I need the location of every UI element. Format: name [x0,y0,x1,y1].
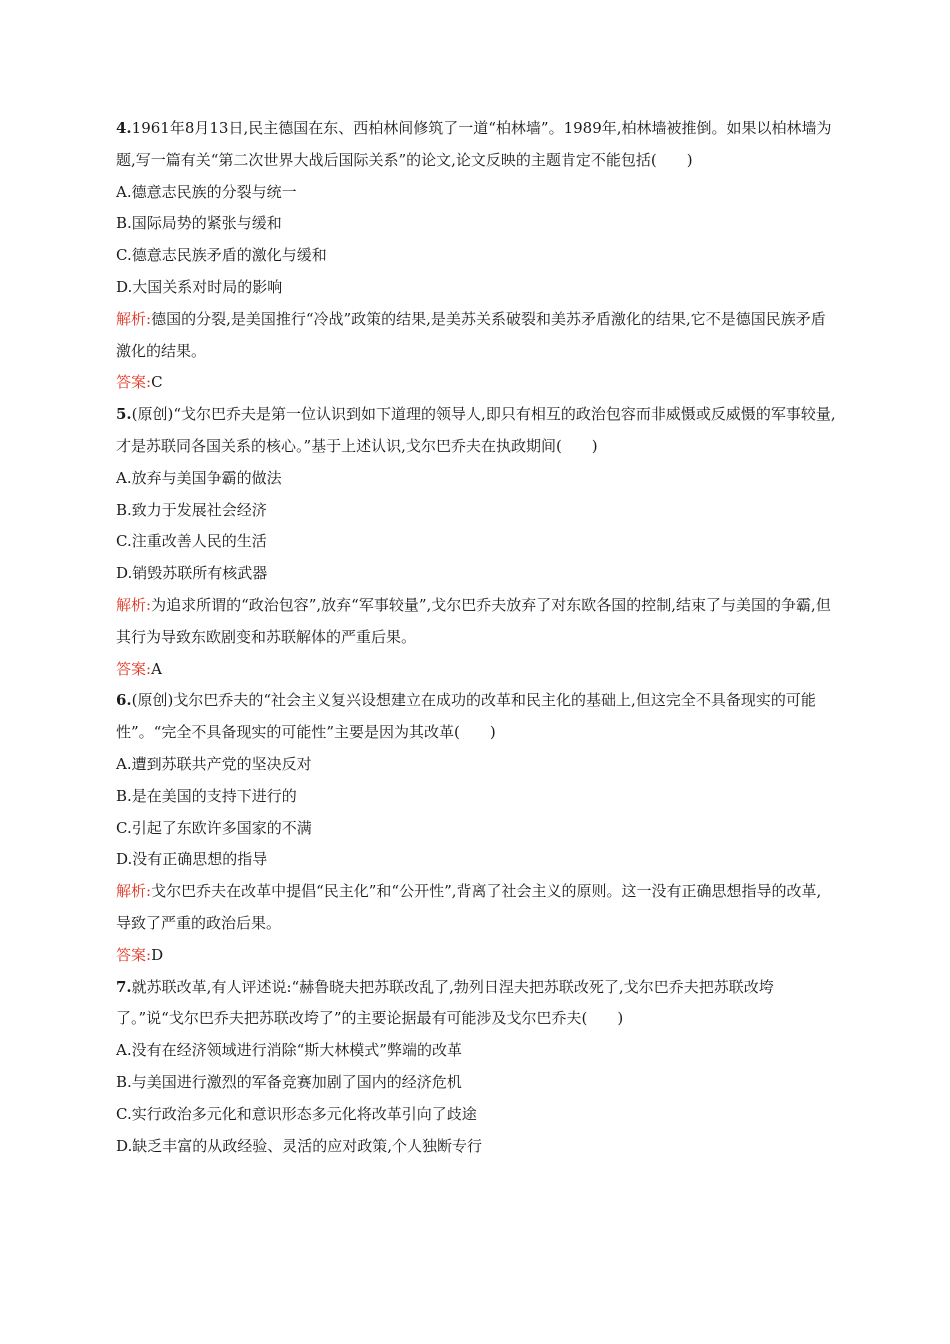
question-text: 就苏联改革,有人评述说:“赫鲁晓夫把苏联改乱了,勃列日涅夫把苏联改死了,戈尔巴乔夫把苏联改垮了。”说“戈尔巴乔夫把苏联改垮了”的主要论据最有可能涉及戈尔巴乔夫( ) [116,977,774,1028]
question-number: 5. [116,405,132,424]
option-a: A.遭到苏联共产党的坚决反对 [116,754,312,773]
analysis-text: 为追求所谓的“政治包容”,放弃“军事较量”,戈尔巴乔夫放弃了对东欧各国的控制,结束了与美国的争霸,但其行为导致东欧剧变和苏联解体的严重后果。 [116,595,831,646]
document-page [116,113,836,1162]
analysis [116,304,836,368]
question-stem [116,113,836,177]
option-b: B.是在美国的支持下进行的 [116,786,297,805]
question-4 [116,113,836,399]
question-7 [116,972,836,1163]
question-text: 1961年8月13日,民主德国在东、西柏林间修筑了一道“柏林墙”。1989年,柏林墙被推倒。如果以柏林墙为题,写一篇有关“第二次世界大战后国际关系”的论文,论文反映的主题肯定不能包括( ) [116,119,832,169]
question-number: 6. [116,691,132,710]
answer-label: 答案: [116,373,152,392]
option-a: A.放弃与美国争霸的做法 [116,468,282,487]
option-a: A.没有在经济领域进行消除“斯大林模式”弊端的改革 [116,1041,462,1060]
option-d: D.缺乏丰富的从政经验、灵活的应对政策,个人独断专行 [116,1136,483,1155]
answer [116,367,836,399]
question-stem [116,399,836,463]
analysis-text: 戈尔巴乔夫在改革中提倡“民主化”和“公开性”,背离了社会主义的原则。这一没有正确思想指导的改革,导致了严重的政治后果。 [116,882,822,932]
option-c: C.实行政治多元化和意识形态多元化将改革引向了歧途 [116,1104,477,1123]
analysis-label: 解析: [116,882,152,901]
option-b: B.国际局势的紧张与缓和 [116,214,282,233]
option-c: C.引起了东欧许多国家的不满 [116,818,312,837]
answer-value: D [151,945,164,964]
answer-value: C [151,373,163,392]
question-stem [116,685,836,749]
question-stem [116,972,836,1036]
answer-value: A [151,659,162,678]
option-c: C.德意志民族矛盾的激化与缓和 [116,246,327,265]
question-text: (原创)“戈尔巴乔夫是第一位认识到如下道理的领导人,即只有相互的政治包容而非威慑或反威慑的军事较量,才是苏联同各国关系的核心。”基于上述认识,戈尔巴乔夫在执政期间( ) [116,405,836,455]
option-b: B.致力于发展社会经济 [116,500,267,519]
question-number: 4. [116,119,132,137]
analysis-label: 解析: [116,309,152,328]
answer [116,654,836,686]
option-d: D.销毁苏联所有核武器 [116,564,268,583]
question-5 [116,399,836,685]
question-number: 7. [116,977,132,996]
analysis-text: 德国的分裂,是美国推行“冷战”政策的结果,是美苏关系破裂和美苏矛盾激化的结果,它不是德国民族矛盾激化的结果。 [116,309,826,360]
analysis [116,876,836,940]
analysis-label: 解析: [116,595,152,614]
analysis [116,590,836,654]
answer-label: 答案: [116,945,152,964]
option-d: D.没有正确思想的指导 [116,850,268,869]
question-text: (原创)戈尔巴乔夫的“社会主义复兴设想建立在成功的改革和民主化的基础上,但这完全不具备现实的可能性”。“完全不具备现实的可能性”主要是因为其改革( ) [116,691,816,742]
option-d: D.大国关系对时局的影响 [116,277,283,296]
answer-label: 答案: [116,659,152,678]
answer [116,940,836,972]
question-6 [116,685,836,971]
option-b: B.与美国进行激烈的军备竞赛加剧了国内的经济危机 [116,1072,462,1091]
option-a: A.德意志民族的分裂与统一 [116,182,297,201]
option-c: C.注重改善人民的生活 [116,532,267,551]
